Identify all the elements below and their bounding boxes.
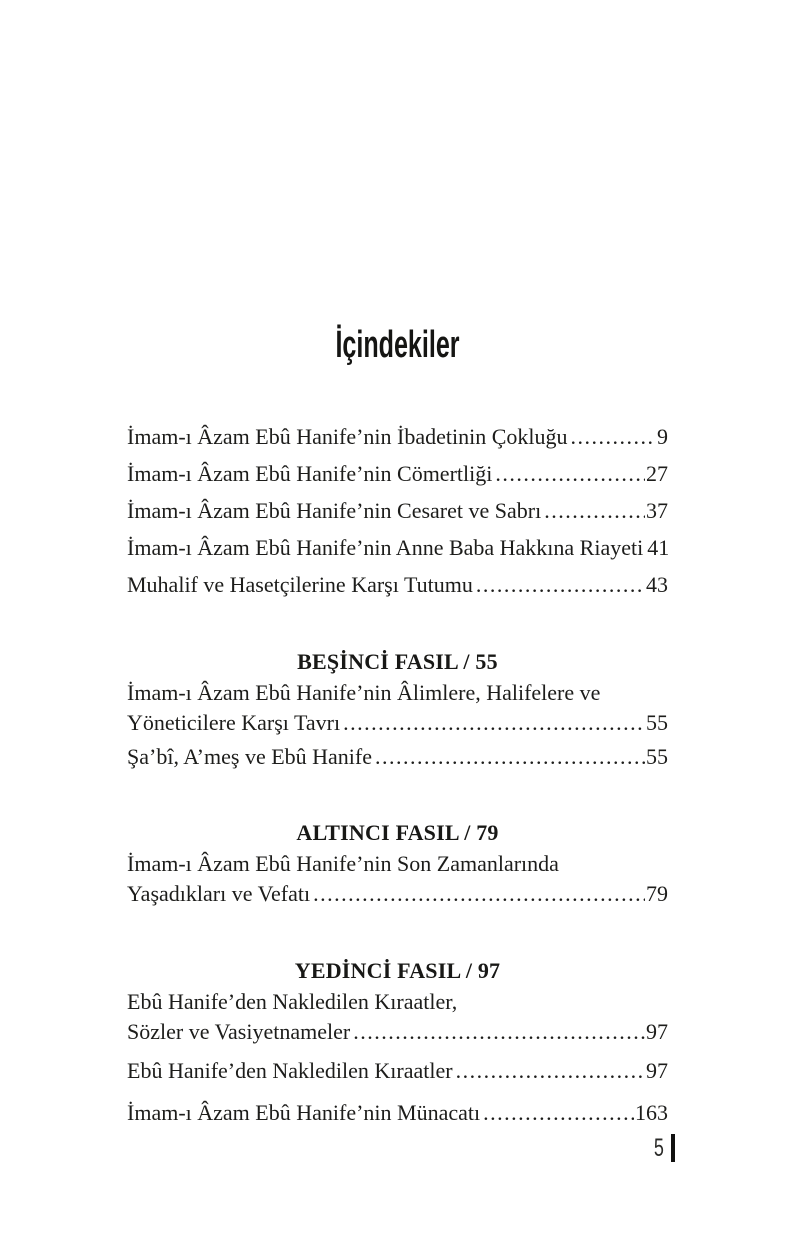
dot-leader (375, 738, 645, 775)
toc-entry (127, 1052, 668, 1089)
toc-entry (127, 738, 668, 775)
entry-page-number: 27 (646, 461, 668, 486)
entry-title: Ebû Hanife’den Nakledilen Kıraatler (127, 1058, 453, 1083)
dot-leader (343, 708, 645, 738)
entry-title-line2: Sözler ve Vasiyetnameler (127, 1019, 351, 1044)
dot-leader (353, 1017, 645, 1047)
entry-page-number: 43 (646, 572, 668, 597)
entry-page-number: 97 (646, 1019, 668, 1044)
toc-entry (127, 848, 668, 909)
entry-continuation (127, 1017, 668, 1047)
entry-title: İmam-ı Âzam Ebû Hanife’nin Anne Baba Hakkına Riayeti (127, 535, 644, 560)
entry-title: İmam-ı Âzam Ebû Hanife’nin Cesaret ve Sabrı (127, 498, 542, 523)
entry-title: İmam-ı Âzam Ebû Hanife’nin Münacatı (127, 1100, 481, 1125)
toc-entry (127, 492, 668, 529)
section-heading-besinci-fasil: BEŞİNCİ FASIL / 55 (297, 649, 498, 674)
dot-leader (571, 418, 657, 455)
entry-title: İmam-ı Âzam Ebû Hanife’nin Cömertliği (127, 461, 493, 486)
entry-page-number: 41 (647, 535, 670, 560)
entry-page-number: 79 (646, 881, 668, 906)
entry-title: Şa’bî, A’meş ve Ebû Hanife (127, 744, 372, 769)
dot-leader (483, 1094, 634, 1131)
entry-title: İmam-ı Âzam Ebû Hanife’nin İbadetinin Çokluğu (127, 424, 568, 449)
entry-title-line2: Yöneticilere Karşı Tavrı (127, 710, 341, 735)
toc-list (127, 418, 668, 1131)
toc-entry (127, 1094, 668, 1131)
entry-page-number: 97 (646, 1058, 668, 1083)
dot-leader (313, 879, 645, 909)
entry-page-number: 55 (646, 744, 668, 769)
entry-title: Muhalif ve Hasetçilerine Karşı Tutumu (127, 572, 473, 597)
entry-page-number: 163 (635, 1100, 668, 1125)
dot-leader (495, 455, 645, 492)
dot-leader (456, 1052, 645, 1089)
entry-page-number: 37 (646, 498, 668, 523)
entry-continuation (127, 708, 668, 738)
entry-title-line1: İmam-ı Âzam Ebû Hanife’nin Son Zamanlarında (127, 851, 559, 876)
page-footer (650, 1134, 675, 1162)
entry-title-line2: Yaşadıkları ve Vefatı (127, 881, 311, 906)
toc-entry (127, 418, 668, 455)
entry-page-number: 55 (646, 710, 668, 735)
toc-entry (127, 677, 668, 738)
page-number: 5 (653, 1134, 664, 1162)
toc-entry (127, 455, 668, 492)
toc-content (127, 0, 668, 1131)
entry-continuation (127, 879, 668, 909)
toc-entry (127, 986, 668, 1047)
entry-title-line1: Ebû Hanife’den Nakledilen Kıraatler, (127, 989, 458, 1014)
toc-entry (127, 529, 668, 566)
footer-rule (671, 1134, 675, 1162)
dot-leader (544, 492, 645, 529)
entry-title-line1: İmam-ı Âzam Ebû Hanife’nin Âlimlere, Halifelere ve (127, 680, 601, 705)
section-heading-yedinci-fasil: YEDİNCİ FASIL / 97 (294, 958, 501, 983)
section-heading-altinci-fasil: ALTINCI FASIL / 79 (296, 820, 499, 845)
toc-entry (127, 566, 668, 603)
page-title: İçindekiler (335, 324, 460, 366)
entry-page-number: 9 (657, 424, 668, 449)
dot-leader (476, 566, 645, 603)
